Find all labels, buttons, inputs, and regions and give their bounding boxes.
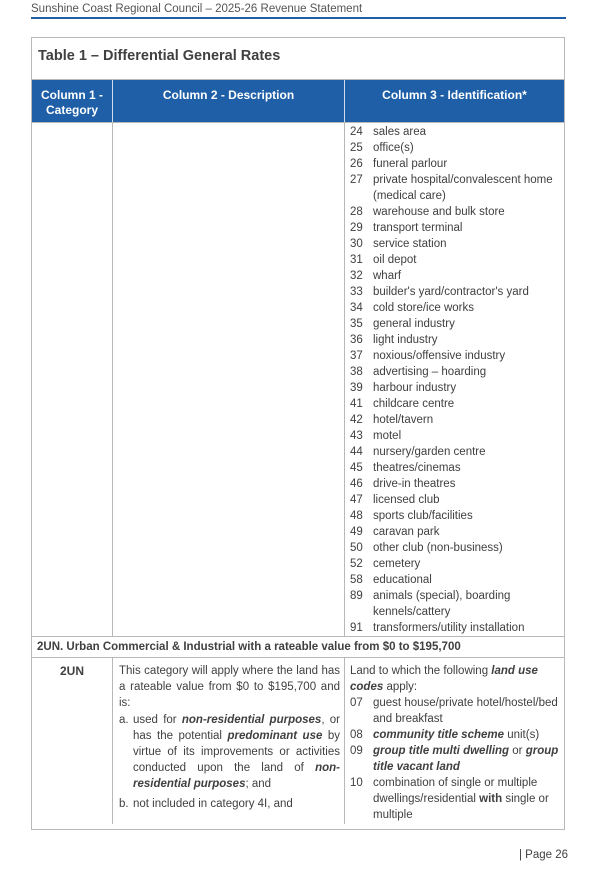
category-row [32, 658, 564, 824]
column-header-description: Column 2 - Description [113, 80, 345, 122]
rates-table [31, 37, 565, 830]
code-label: caravan park [373, 526, 440, 538]
description-item-a [119, 712, 340, 792]
code-item: 09 group title multi dwelling or group title vacant land [350, 745, 559, 773]
continued-identification-cell [345, 123, 564, 636]
code-number: 42 [350, 414, 363, 426]
continued-category-cell [32, 123, 113, 636]
code-item [350, 236, 564, 252]
code-label: drive-in theatres [373, 478, 456, 490]
code-item [350, 476, 564, 492]
code-number: 30 [350, 238, 363, 250]
code-item [350, 492, 564, 508]
code-number: 89 [350, 590, 363, 602]
category-identification [345, 658, 564, 824]
code-item [350, 140, 564, 156]
code-label: sports club/facilities [373, 510, 473, 522]
code-label: animals (special), boarding kennels/cattery [373, 590, 511, 618]
code-number: 33 [350, 286, 363, 298]
item-text: used for non-residential purposes, or has the potential predominant use by virtue of its improvements or activities conducted upon the land of non-residential purposes; and [133, 714, 341, 790]
code-label: service station [373, 238, 447, 250]
code-item: 07 guest house/private hotel/hostel/bed and breakfast [350, 697, 558, 725]
code-item [350, 348, 564, 364]
code-number: 35 [350, 318, 363, 330]
code-label: other club (non-business) [373, 542, 503, 554]
code-item [350, 252, 564, 268]
code-item: 08 community title scheme unit(s) [350, 729, 540, 741]
code-number: 41 [350, 398, 363, 410]
code-label: childcare centre [373, 398, 455, 410]
code-number: 25 [350, 142, 363, 154]
item-letter: b. [119, 798, 129, 810]
column-header-identification: Column 3 - Identification* [382, 88, 527, 102]
code-number: 43 [350, 430, 363, 442]
code-label: private hospital/convalescent home (medical care) [373, 174, 553, 202]
category-description [113, 658, 345, 824]
code-label: cemetery [373, 558, 421, 570]
code-item [350, 588, 564, 620]
code-number: 48 [350, 510, 363, 522]
code-number: 29 [350, 222, 363, 234]
code-number: 58 [350, 574, 363, 586]
code-item [350, 268, 564, 284]
code-item [350, 508, 564, 524]
category-section-heading: 2UN. Urban Commercial & Industrial with a rateable value from $0 to $195,700 [32, 636, 564, 658]
continued-row [32, 122, 564, 636]
code-label: hotel/tavern [373, 414, 434, 426]
description-item-b [119, 796, 340, 812]
code-item [350, 300, 564, 316]
code-item [350, 428, 564, 444]
code-label: warehouse and bulk store [373, 206, 505, 218]
description-intro: This category will apply where the land has a rateable value from $0 to $195,700 and is: [119, 665, 340, 709]
item-letter: a. [119, 714, 129, 726]
code-label: general industry [373, 318, 455, 330]
code-item [350, 316, 564, 332]
code-label: motel [373, 430, 402, 442]
code-number: 31 [350, 254, 363, 266]
item-text: not included in category 4I, and [133, 798, 293, 810]
code-number: 52 [350, 558, 363, 570]
code-item [350, 172, 564, 204]
code-item [350, 444, 564, 460]
code-number: 32 [350, 270, 363, 282]
code-number: 28 [350, 206, 363, 218]
code-number: 39 [350, 382, 363, 394]
code-item [350, 460, 564, 476]
code-number: 46 [350, 478, 363, 490]
code-item [350, 124, 564, 140]
code-item [350, 380, 564, 396]
code-number: 34 [350, 302, 363, 314]
code-item [350, 364, 564, 380]
code-label: builder's yard/contractor's yard [373, 286, 529, 298]
code-number: 26 [350, 158, 363, 170]
code-label: transport terminal [373, 222, 463, 234]
code-number: 47 [350, 494, 363, 506]
code-item: 10 combination of single or multiple dwellings/residential with single or multiple [350, 777, 549, 821]
code-label: sales area [373, 126, 427, 138]
table-header-row [32, 80, 564, 122]
code-number: 44 [350, 446, 363, 458]
code-number: 38 [350, 366, 363, 378]
code-label: licensed club [373, 494, 440, 506]
code-label: transformers/utility installation [373, 622, 525, 634]
code-number: 37 [350, 350, 363, 362]
code-label: light industry [373, 334, 438, 346]
code-item [350, 412, 564, 428]
code-label: funeral parlour [373, 158, 448, 170]
identification-intro: Land to which the following land use codes apply: [350, 665, 538, 693]
page-number: | Page 26 [519, 849, 569, 861]
code-label: harbour industry [373, 382, 457, 394]
code-number: 27 [350, 174, 363, 186]
code-label: noxious/offensive industry [373, 350, 506, 362]
column-header-category: Column 1 - Category [32, 80, 113, 122]
code-item [350, 156, 564, 172]
code-number: 50 [350, 542, 363, 554]
code-label: oil depot [373, 254, 417, 266]
code-item [350, 556, 564, 572]
code-item [350, 540, 564, 556]
code-item [350, 524, 564, 540]
code-label: office(s) [373, 142, 414, 154]
continued-description-cell [113, 123, 345, 636]
code-item [350, 620, 564, 636]
code-label: nursery/garden centre [373, 446, 486, 458]
table-title: Table 1 – Differential General Rates [32, 38, 564, 80]
code-label: theatres/cinemas [373, 462, 461, 474]
category-code-list [350, 695, 560, 823]
code-item [350, 332, 564, 348]
code-item [350, 572, 564, 588]
code-number: 24 [350, 126, 363, 138]
code-number: 91 [350, 622, 363, 634]
running-header: Sunshine Coast Regional Council – 2025-26 Revenue Statement [31, 3, 566, 19]
code-item [350, 220, 564, 236]
code-label: advertising – hoarding [373, 366, 487, 378]
code-label: wharf [373, 270, 402, 282]
land-use-code-list [345, 123, 564, 636]
code-number: 49 [350, 526, 363, 538]
code-number: 45 [350, 462, 363, 474]
code-number: 36 [350, 334, 363, 346]
code-item [350, 396, 564, 412]
code-item [350, 284, 564, 300]
category-code: 2UN [32, 658, 113, 824]
code-item [350, 204, 564, 220]
code-label: cold store/ice works [373, 302, 474, 314]
code-label: educational [373, 574, 432, 586]
